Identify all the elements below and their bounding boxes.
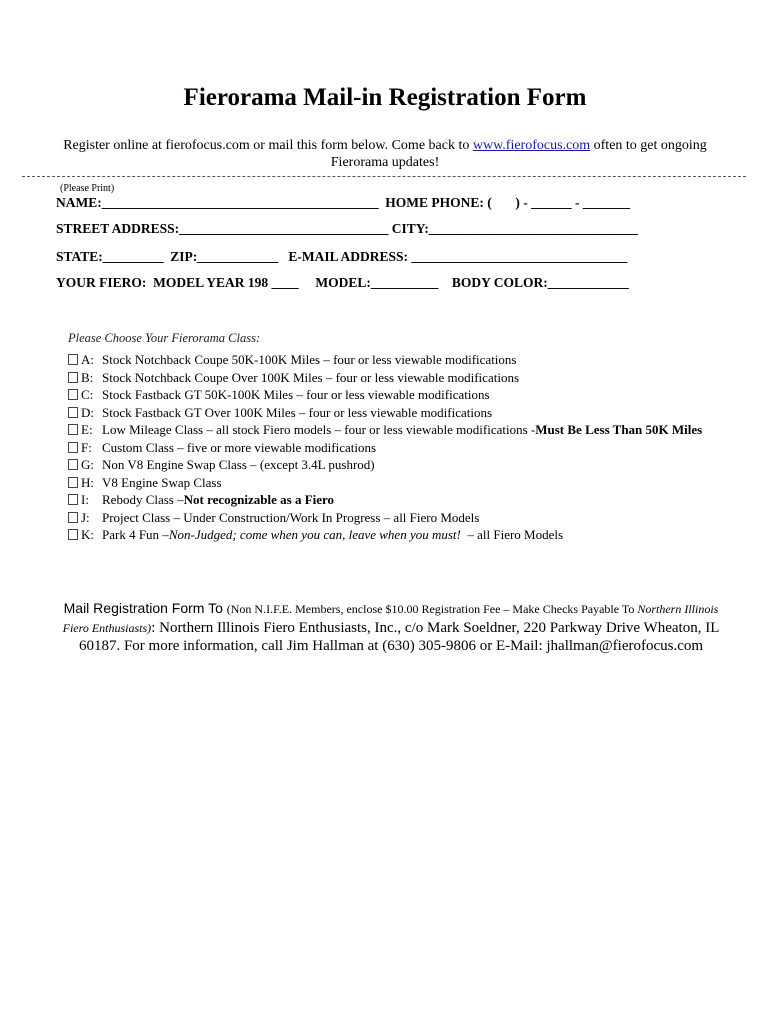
- address-city-field-line[interactable]: STREET ADDRESS:_______________________________ CITY:_______________________________: [56, 221, 639, 236]
- intro-text-before: Register online at fierofocus.com or mail this form below. Come back to: [63, 138, 473, 153]
- mailing-address: : Northern Illinois Fiero Enthusiasts, Inc., c/o Mark Soeldner, 220 Parkway Drive Wheaton, IL 60187. For more information, call Jim Hallman at (630) 305-9806 or E-Mail: jhallman@fierofocus.com: [78, 619, 720, 654]
- payee: Northern Illinois Fiero Enthusiasts): [62, 602, 719, 635]
- intro-text: [40, 137, 730, 171]
- class-option-h[interactable]: H: V8 Engine Swap Class: [68, 474, 702, 492]
- checkbox-icon[interactable]: [68, 407, 78, 418]
- class-option-k[interactable]: K: Park 4 Fun – Non-Judged; come when you can, leave when you must! – all Fiero Models: [68, 526, 702, 544]
- fiero-info-field-line[interactable]: YOUR FIERO: MODEL YEAR 198 ____ MODEL:__________ BODY COLOR:____________: [56, 275, 629, 290]
- name-phone-field-line[interactable]: NAME:_________________________________________ HOME PHONE: ( ) - ______ - _______: [56, 195, 631, 210]
- checkbox-icon[interactable]: [68, 477, 78, 488]
- class-option-f[interactable]: F: Custom Class – five or more viewable modifications: [68, 439, 702, 457]
- state-zip-email-field-line[interactable]: STATE:_________ ZIP:____________ E-MAIL ADDRESS: ________________________________: [56, 249, 628, 264]
- fierofocus-link[interactable]: www.fierofocus.com: [472, 138, 591, 153]
- cut-line-divider: [22, 176, 746, 177]
- checkbox-icon[interactable]: [68, 494, 78, 505]
- form-title: Fierorama Mail-in Registration Form: [183, 84, 587, 111]
- checkbox-icon[interactable]: [68, 424, 78, 435]
- please-print-note: (Please Print): [60, 183, 115, 194]
- checkbox-icon[interactable]: [68, 354, 78, 365]
- checkbox-icon[interactable]: [68, 442, 78, 453]
- class-option-c[interactable]: C: Stock Fastback GT 50K-100K Miles – four or less viewable modifications: [68, 386, 702, 404]
- class-option-i[interactable]: I: Rebody Class – Not recognizable as a Fiero: [68, 491, 702, 509]
- class-list: [68, 351, 702, 544]
- checkbox-icon[interactable]: [68, 512, 78, 523]
- intro-text-after: often to get ongoing Fierorama updates!: [330, 138, 707, 170]
- mailing-instructions: [55, 599, 727, 656]
- checkbox-icon[interactable]: [68, 389, 78, 400]
- class-option-g[interactable]: G: Non V8 Engine Swap Class – (except 3.4L pushrod): [68, 456, 702, 474]
- classes-heading: Please Choose Your Fierorama Class:: [68, 331, 261, 345]
- class-option-d[interactable]: D: Stock Fastback GT Over 100K Miles – four or less viewable modifications: [68, 404, 702, 422]
- checkbox-icon[interactable]: [68, 372, 78, 383]
- checkbox-icon[interactable]: [68, 459, 78, 470]
- class-option-b[interactable]: B: Stock Notchback Coupe Over 100K Miles – four or less viewable modifications: [68, 369, 702, 387]
- class-option-e[interactable]: E: Low Mileage Class – all stock Fiero models – four or less viewable modifications - Must Be Less Than 50K Miles: [68, 421, 702, 439]
- class-option-a[interactable]: A: Stock Notchback Coupe 50K-100K Miles – four or less viewable modifications: [68, 351, 702, 369]
- mail-lead: Mail Registration Form To: [63, 600, 227, 616]
- checkbox-icon[interactable]: [68, 529, 78, 540]
- class-option-j[interactable]: J: Project Class – Under Construction/Work In Progress – all Fiero Models: [68, 509, 702, 527]
- fee-note: (Non N.I.F.E. Members, enclose $10.00 Registration Fee – Make Checks Payable To: [226, 602, 638, 616]
